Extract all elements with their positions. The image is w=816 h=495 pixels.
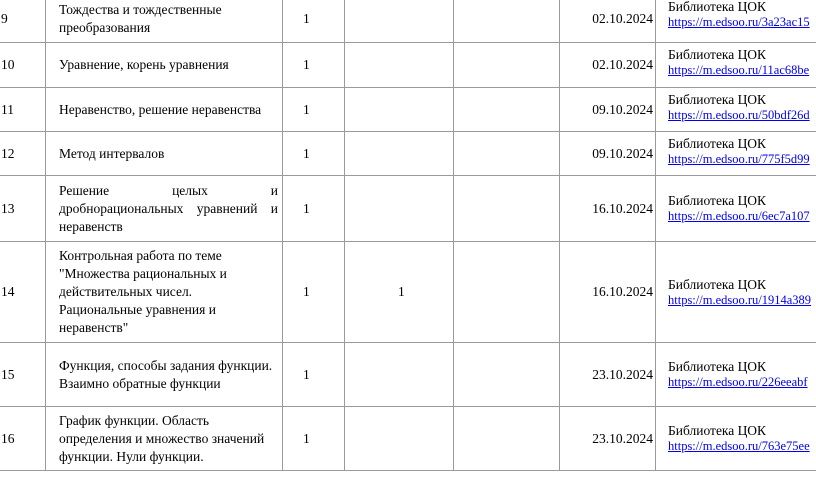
- hours-practical: [454, 43, 560, 88]
- table-row: [0, 132, 816, 176]
- lesson-date: 09.10.2024: [560, 88, 656, 132]
- resource-cell: [656, 0, 816, 43]
- library-label: Библиотека ЦОК: [668, 136, 766, 151]
- hours-control: 1: [345, 242, 454, 343]
- resource-cell: [656, 407, 816, 471]
- hours-control: [345, 407, 454, 471]
- lesson-number: 12: [0, 132, 46, 176]
- library-label: Библиотека ЦОК: [668, 276, 766, 292]
- hours-total: 1: [283, 343, 345, 407]
- table-row: [0, 0, 816, 43]
- library-label: Библиотека ЦОК: [668, 0, 766, 14]
- lesson-date: 23.10.2024: [560, 407, 656, 471]
- resource-link[interactable]: https://m.edsoo.ru/6ec7a107: [668, 209, 810, 223]
- hours-practical: [454, 242, 560, 343]
- resource-link[interactable]: https://m.edsoo.ru/1914a389: [668, 292, 812, 307]
- lesson-topic: Тождества и тождественные преобразования: [46, 0, 283, 43]
- resource-link[interactable]: https://m.edsoo.ru/11ac68be: [668, 63, 810, 77]
- lesson-number: 11: [0, 88, 46, 132]
- hours-total: 1: [283, 407, 345, 471]
- lesson-date: 09.10.2024: [560, 132, 656, 176]
- table-row: [0, 407, 816, 471]
- hours-control: [345, 88, 454, 132]
- library-label: Библиотека ЦОК: [668, 92, 766, 107]
- library-label: Библиотека ЦОК: [668, 423, 766, 438]
- hours-practical: [454, 176, 560, 242]
- resource-link[interactable]: https://m.edsoo.ru/50bdf26d: [668, 108, 810, 122]
- lesson-topic: Уравнение, корень уравнения: [46, 43, 283, 88]
- hours-practical: [454, 88, 560, 132]
- hours-total: 1: [283, 88, 345, 132]
- lesson-number: 14: [0, 242, 46, 343]
- resource-cell: [656, 176, 816, 242]
- resource-link[interactable]: https://m.edsoo.ru/3a23ac15: [668, 15, 810, 29]
- lesson-date: 02.10.2024: [560, 43, 656, 88]
- table-row: [0, 176, 816, 242]
- lesson-number: 9: [0, 0, 46, 43]
- hours-total: 1: [283, 242, 345, 343]
- lesson-topic: Решение целых и дробнорациональных уравнений и неравенств: [46, 176, 283, 242]
- lesson-number: 15: [0, 343, 46, 407]
- hours-control: [345, 132, 454, 176]
- lesson-topic: Функция, способы задания функции. Взаимно обратные функции: [46, 343, 283, 407]
- resource-cell: [656, 343, 816, 407]
- table-row: [0, 343, 816, 407]
- lesson-number: 10: [0, 43, 46, 88]
- lesson-date: 02.10.2024: [560, 0, 656, 43]
- lesson-number: 16: [0, 407, 46, 471]
- lesson-date: 16.10.2024: [560, 242, 656, 343]
- lesson-date: 16.10.2024: [560, 176, 656, 242]
- resource-cell: [656, 88, 816, 132]
- hours-total: 1: [283, 176, 345, 242]
- lesson-topic: Неравенство, решение неравенства: [46, 88, 283, 132]
- lesson-topic: График функции. Область определения и множество значений функции. Нули функции.: [46, 407, 283, 471]
- resource-link[interactable]: https://m.edsoo.ru/226eeabf: [668, 375, 808, 389]
- hours-control: [345, 176, 454, 242]
- library-label: Библиотека ЦОК: [668, 193, 766, 208]
- hours-practical: [454, 132, 560, 176]
- hours-practical: [454, 343, 560, 407]
- hours-practical: [454, 0, 560, 43]
- table-row: [0, 43, 816, 88]
- resource-link[interactable]: https://m.edsoo.ru/763e75ee: [668, 439, 810, 453]
- resource-link[interactable]: https://m.edsoo.ru/775f5d99: [668, 152, 810, 166]
- hours-practical: [454, 407, 560, 471]
- hours-control: [345, 343, 454, 407]
- lesson-topic: Контрольная работа по теме "Множества рациональных и действительных чисел. Рациональные уравнения и неравенств": [46, 242, 283, 343]
- lesson-date: 23.10.2024: [560, 343, 656, 407]
- hours-total: 1: [283, 132, 345, 176]
- resource-cell: [656, 43, 816, 88]
- hours-total: 1: [283, 43, 345, 88]
- library-label: Библиотека ЦОК: [668, 359, 766, 374]
- resource-cell: [656, 242, 816, 343]
- library-label: Библиотека ЦОК: [668, 47, 766, 62]
- hours-total: 1: [283, 0, 345, 43]
- hours-control: [345, 0, 454, 43]
- hours-control: [345, 43, 454, 88]
- table-row: [0, 242, 816, 343]
- lesson-number: 13: [0, 176, 46, 242]
- resource-cell: [656, 132, 816, 176]
- lesson-topic: Метод интервалов: [46, 132, 283, 176]
- table-row: [0, 88, 816, 132]
